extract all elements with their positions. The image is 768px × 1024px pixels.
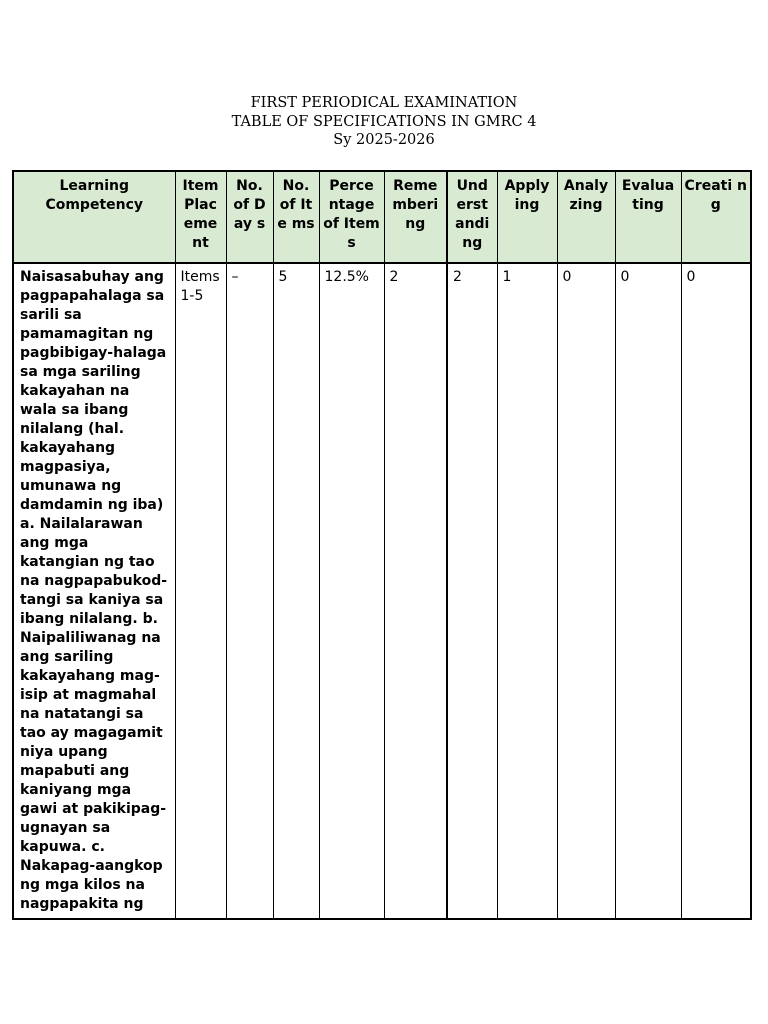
header-analyzing: Analy zing bbox=[557, 171, 615, 263]
header-understanding: Und erst andi ng bbox=[447, 171, 497, 263]
header-learning-competency: Learning Competency bbox=[13, 171, 175, 263]
header-evaluating: Evalua ting bbox=[615, 171, 681, 263]
school-year: Sy 2025-2026 bbox=[333, 132, 435, 148]
cell-percentage-of-items: 12.5% bbox=[319, 263, 384, 919]
cell-understanding: 2 bbox=[447, 263, 497, 919]
header-no-of-items: No. of Ite ms bbox=[273, 171, 319, 263]
table-row bbox=[13, 263, 751, 919]
cell-learning-competency: Naisasabuhay ang pagpapahalaga sa sarili sa pamamagitan ng pagbibigay-halaga sa mga sariling kakayahan na wala sa ibang nilalang (hal. kakayahang magpasiya, umunawa ng damdamin ng iba) a. Nailalarawan ang mga katangian ng tao na nagpapabukod-tangi sa kaniya sa ibang nilalang. b. Naipaliliwanag na ang sariling kakayahang mag-isip at magmahal na natatangi sa tao ay magagamit niya upang mapabuti ang kaniyang mga gawi at pakikipag-ugnayan sa kapuwa. c. Nakapag-aangkop ng mga kilos na nagpapakita ng bbox=[13, 263, 175, 919]
header-item-placement: Item Plac eme nt bbox=[175, 171, 226, 263]
cell-creating: 0 bbox=[681, 263, 751, 919]
cell-no-of-days: – bbox=[226, 263, 273, 919]
header-percentage-of-items: Perce ntage of Items bbox=[319, 171, 384, 263]
exam-title: FIRST PERIODICAL EXAMINATION bbox=[250, 95, 518, 111]
header-no-of-days: No. of Day s bbox=[226, 171, 273, 263]
table-of-specifications bbox=[12, 170, 752, 920]
cell-analyzing: 0 bbox=[557, 263, 615, 919]
cell-remembering: 2 bbox=[384, 263, 447, 919]
document-header bbox=[0, 94, 768, 150]
header-applying: Apply ing bbox=[497, 171, 557, 263]
table-header-row bbox=[13, 171, 751, 263]
cell-evaluating: 0 bbox=[615, 263, 681, 919]
cell-item-placement: Items 1-5 bbox=[175, 263, 226, 919]
cell-no-of-items: 5 bbox=[273, 263, 319, 919]
header-remembering: Reme mberi ng bbox=[384, 171, 447, 263]
cell-applying: 1 bbox=[497, 263, 557, 919]
header-creating: Creati ng bbox=[681, 171, 751, 263]
table-title: TABLE OF SPECIFICATIONS IN GMRC 4 bbox=[231, 113, 537, 130]
